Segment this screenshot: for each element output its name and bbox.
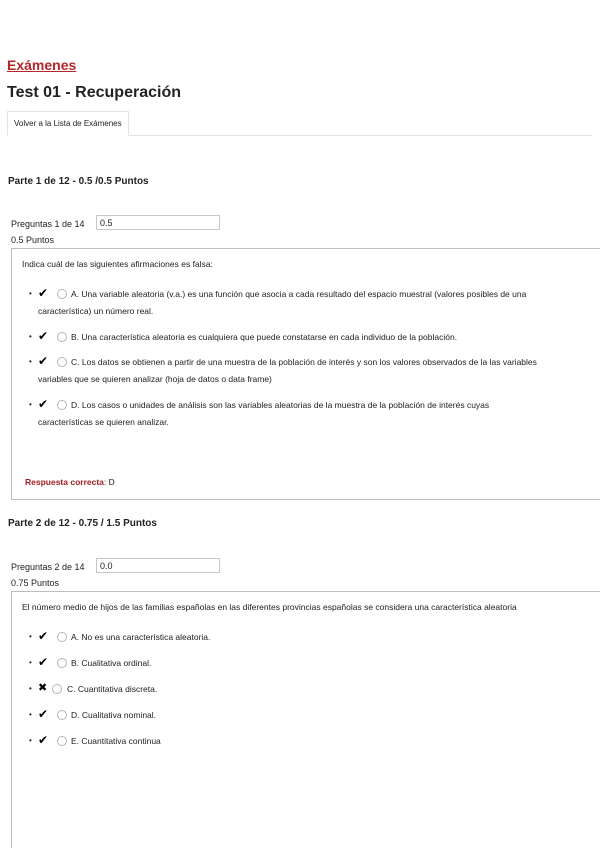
check-icon: ✔ [38, 354, 49, 368]
question-1-label: Preguntas 1 de 14 [11, 219, 85, 229]
page-title: Test 01 - Recuperación [7, 84, 181, 101]
question-2-label: Preguntas 2 de 14 [11, 562, 85, 572]
bullet: • [29, 684, 32, 693]
bullet: • [29, 710, 32, 719]
radio-option-a[interactable] [57, 289, 67, 299]
radio-option-e[interactable] [57, 736, 67, 746]
bullet: • [29, 357, 32, 366]
option-c-text: C. Los datos se obtienen a partir de una muestra de la población de interés y son los valores observados de la las variables [71, 357, 537, 367]
option-b-text: B. Una característica aleatoria es cualquiera que puede constatarse en cada individuo de la población. [71, 332, 458, 342]
tab-bar [7, 111, 592, 136]
radio-option-d[interactable] [57, 710, 67, 720]
option-a-text: A. Una variable aleatoria (v.a.) es una función que asocia a cada resultado del espacio muestral (valores posibles de una [71, 289, 527, 299]
question-2-points: 0.75 Puntos [11, 578, 60, 588]
correct-answer-label: Respuesta correcta [25, 477, 104, 487]
bullet: • [29, 332, 32, 341]
radio-option-b[interactable] [57, 658, 67, 668]
breadcrumb-examenes[interactable]: Exámenes [7, 57, 77, 73]
bullet: • [29, 400, 32, 409]
check-icon: ✔ [38, 629, 49, 643]
check-icon: ✔ [38, 733, 49, 747]
bullet: • [29, 289, 32, 298]
radio-option-a[interactable] [57, 632, 67, 642]
bullet: • [29, 632, 32, 641]
question-1-score-input[interactable] [96, 215, 220, 230]
option-d-text: D. Los casos o unidades de análisis son las variables aleatorias de la muestra de la población de interés cuyas [71, 400, 490, 410]
radio-option-d[interactable] [57, 400, 67, 410]
correct-answer-value: : D [103, 477, 115, 487]
tab-back-to-exams[interactable]: Volver a la Lista de Exámenes [7, 111, 129, 136]
check-icon: ✔ [38, 286, 49, 300]
correct-answer [25, 477, 115, 487]
check-icon: ✔ [38, 655, 49, 669]
question-2-score-input[interactable] [96, 558, 220, 573]
radio-option-c[interactable] [52, 684, 62, 694]
option-c-text-cont: variables que se quieren analizar (hoja de datos o data frame) [38, 374, 272, 384]
question-2-box [11, 591, 600, 848]
option-e-text: E. Cuantitativa continua [71, 736, 161, 746]
question-1-text: Indica cuál de las siguientes afirmaciones es falsa: [22, 259, 213, 269]
option-a-text: A. No es una característica aleatoria. [71, 632, 211, 642]
check-icon: ✔ [38, 329, 49, 343]
radio-option-b[interactable] [57, 332, 67, 342]
part-2-header: Parte 2 de 12 - 0.75 / 1.5 Puntos [8, 518, 157, 529]
option-d-text-cont: características se quieren analizar. [38, 417, 169, 427]
option-a-text-cont: característica) un número real. [38, 306, 154, 316]
check-icon: ✔ [38, 397, 49, 411]
question-2-text: El número medio de hijos de las familias españolas en las diferentes provincias españolas se considera una característica aleatoria [22, 602, 517, 612]
cross-icon: ✖ [38, 682, 48, 694]
question-1-points: 0.5 Puntos [11, 235, 55, 245]
bullet: • [29, 736, 32, 745]
bullet: • [29, 658, 32, 667]
radio-option-c[interactable] [57, 357, 67, 367]
option-b-text: B. Cualitativa ordinal. [71, 658, 152, 668]
part-1-header: Parte 1 de 12 - 0.5 /0.5 Puntos [8, 176, 149, 187]
option-d-text: D. Cualitativa nominal. [71, 710, 157, 720]
check-icon: ✔ [38, 707, 49, 721]
question-1-box [11, 248, 600, 500]
option-c-text: C. Cuantitativa discreta. [67, 684, 158, 694]
